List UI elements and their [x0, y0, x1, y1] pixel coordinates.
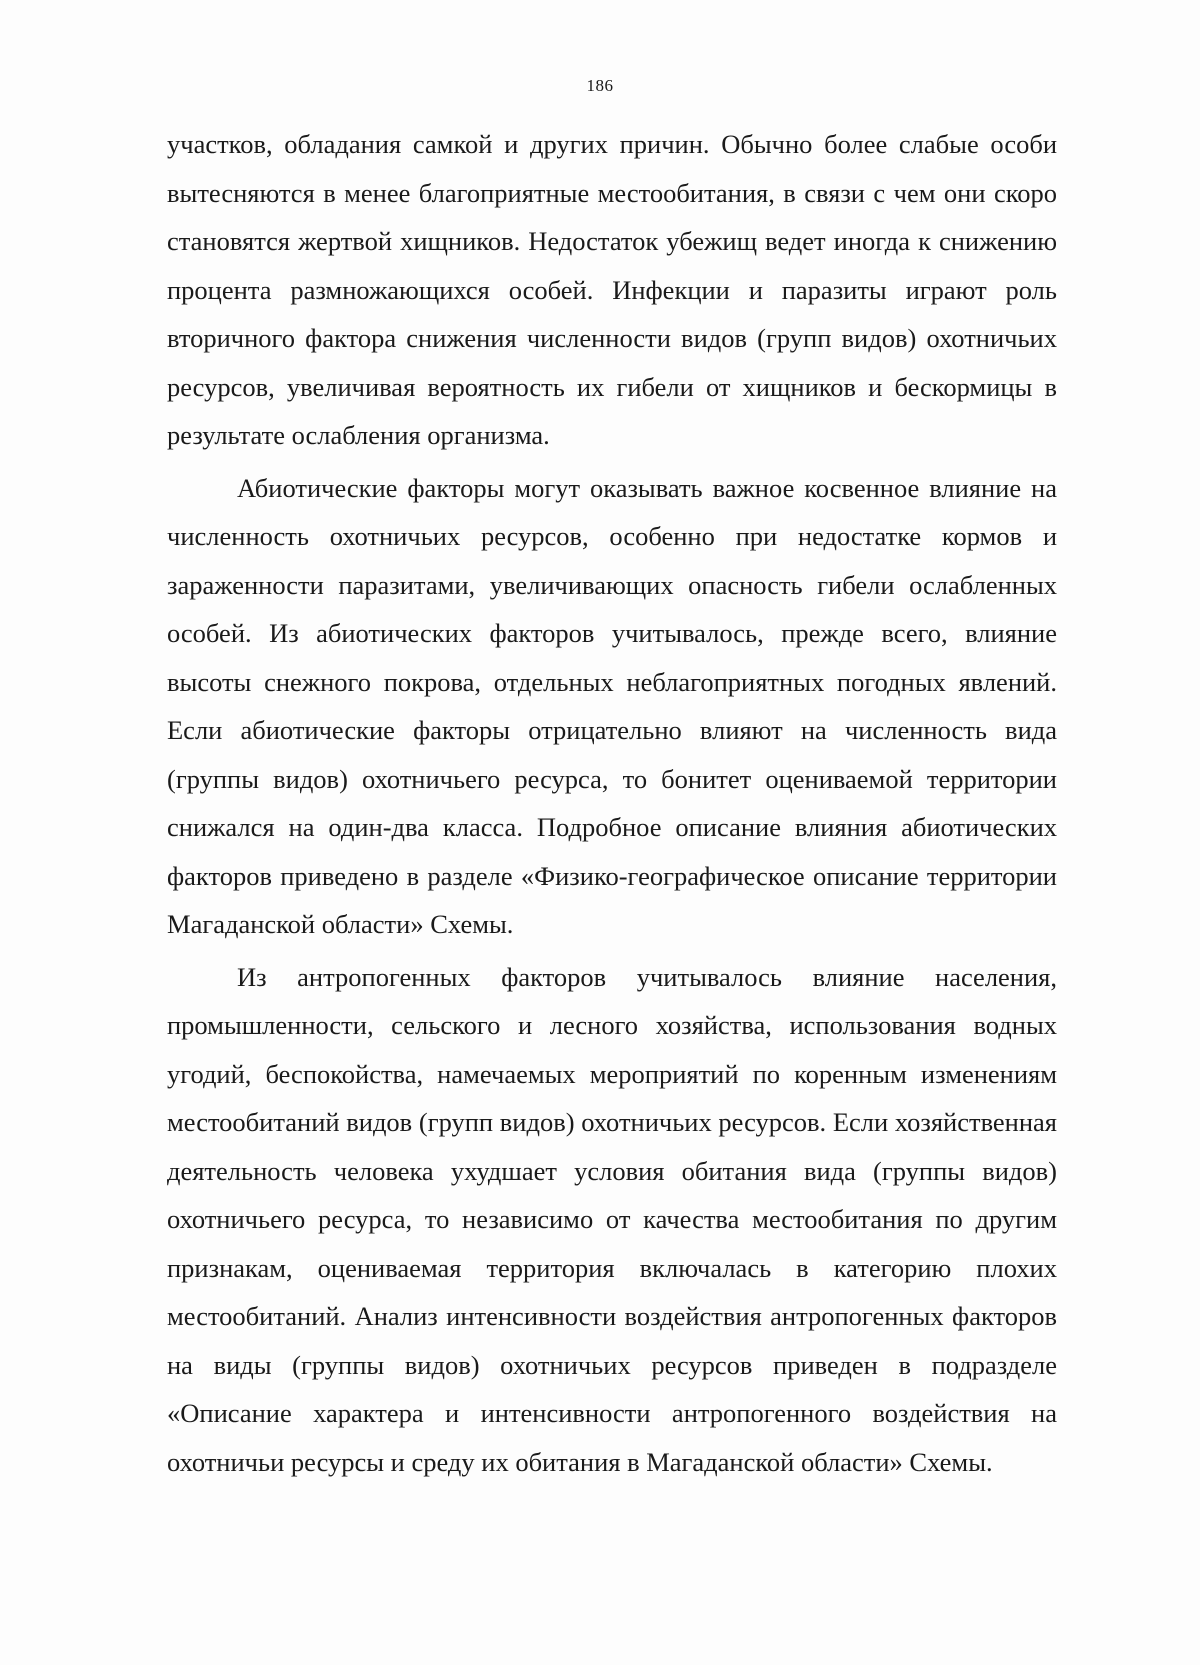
paragraph-2: Абиотические факторы могут оказывать важное косвенное влияние на численность охотничьих ресурсов, особенно при недостатке кормов и зараженности паразитами, увеличивающих опасность гибели ослабленных особей. Из абиотических факторов учитывалось, прежде всего, влияние высоты снежного покрова, отдельных неблагоприятных погодных явлений. Если абиотические факторы отрицательно влияют на численность вида (группы видов) охотничьего ресурса, то бонитет оцениваемой территории снижался на один-два класса. Подробное описание влияния абиотических факторов приведено в разделе «Физико-географическое описание территории Магаданской области» Схемы.	[167, 472, 1057, 939]
page-number: 186	[586, 76, 614, 95]
body-text	[167, 120, 1057, 1486]
paragraph-3: Из антропогенных факторов учитывалось влияние населения, промышленности, сельского и лесного хозяйства, использования водных угодий, беспокойства, намечаемых мероприятий по коренным изменениям местообитаний видов (групп видов) охотничьих ресурсов. Если хозяйственная деятельность человека ухудшает условия обитания вида (группы видов) охотничьего ресурса, то независимо от качества местообитания по другим признакам, оцениваемая территория включалась в категорию плохих местообитаний. Анализ интенсивности воздействия антропогенных факторов на виды (группы видов) охотничьих ресурсов приведен в подразделе «Описание характера и интенсивности антропогенного воздействия на охотничьи ресурсы и среду их обитания в Магаданской области» Схемы.	[167, 961, 1057, 1477]
paragraph-1: участков, обладания самкой и других причин. Обычно более слабые особи вытесняются в менее благоприятные местообитания, в связи с чем они скоро становятся жертвой хищников. Недостаток убежищ ведет иногда к снижению процента размножающихся особей. Инфекции и паразиты играют роль вторичного фактора снижения численности видов (групп видов) охотничьих ресурсов, увеличивая вероятность их гибели от хищников и бескормицы в результате ослабления организма.	[167, 129, 1057, 450]
